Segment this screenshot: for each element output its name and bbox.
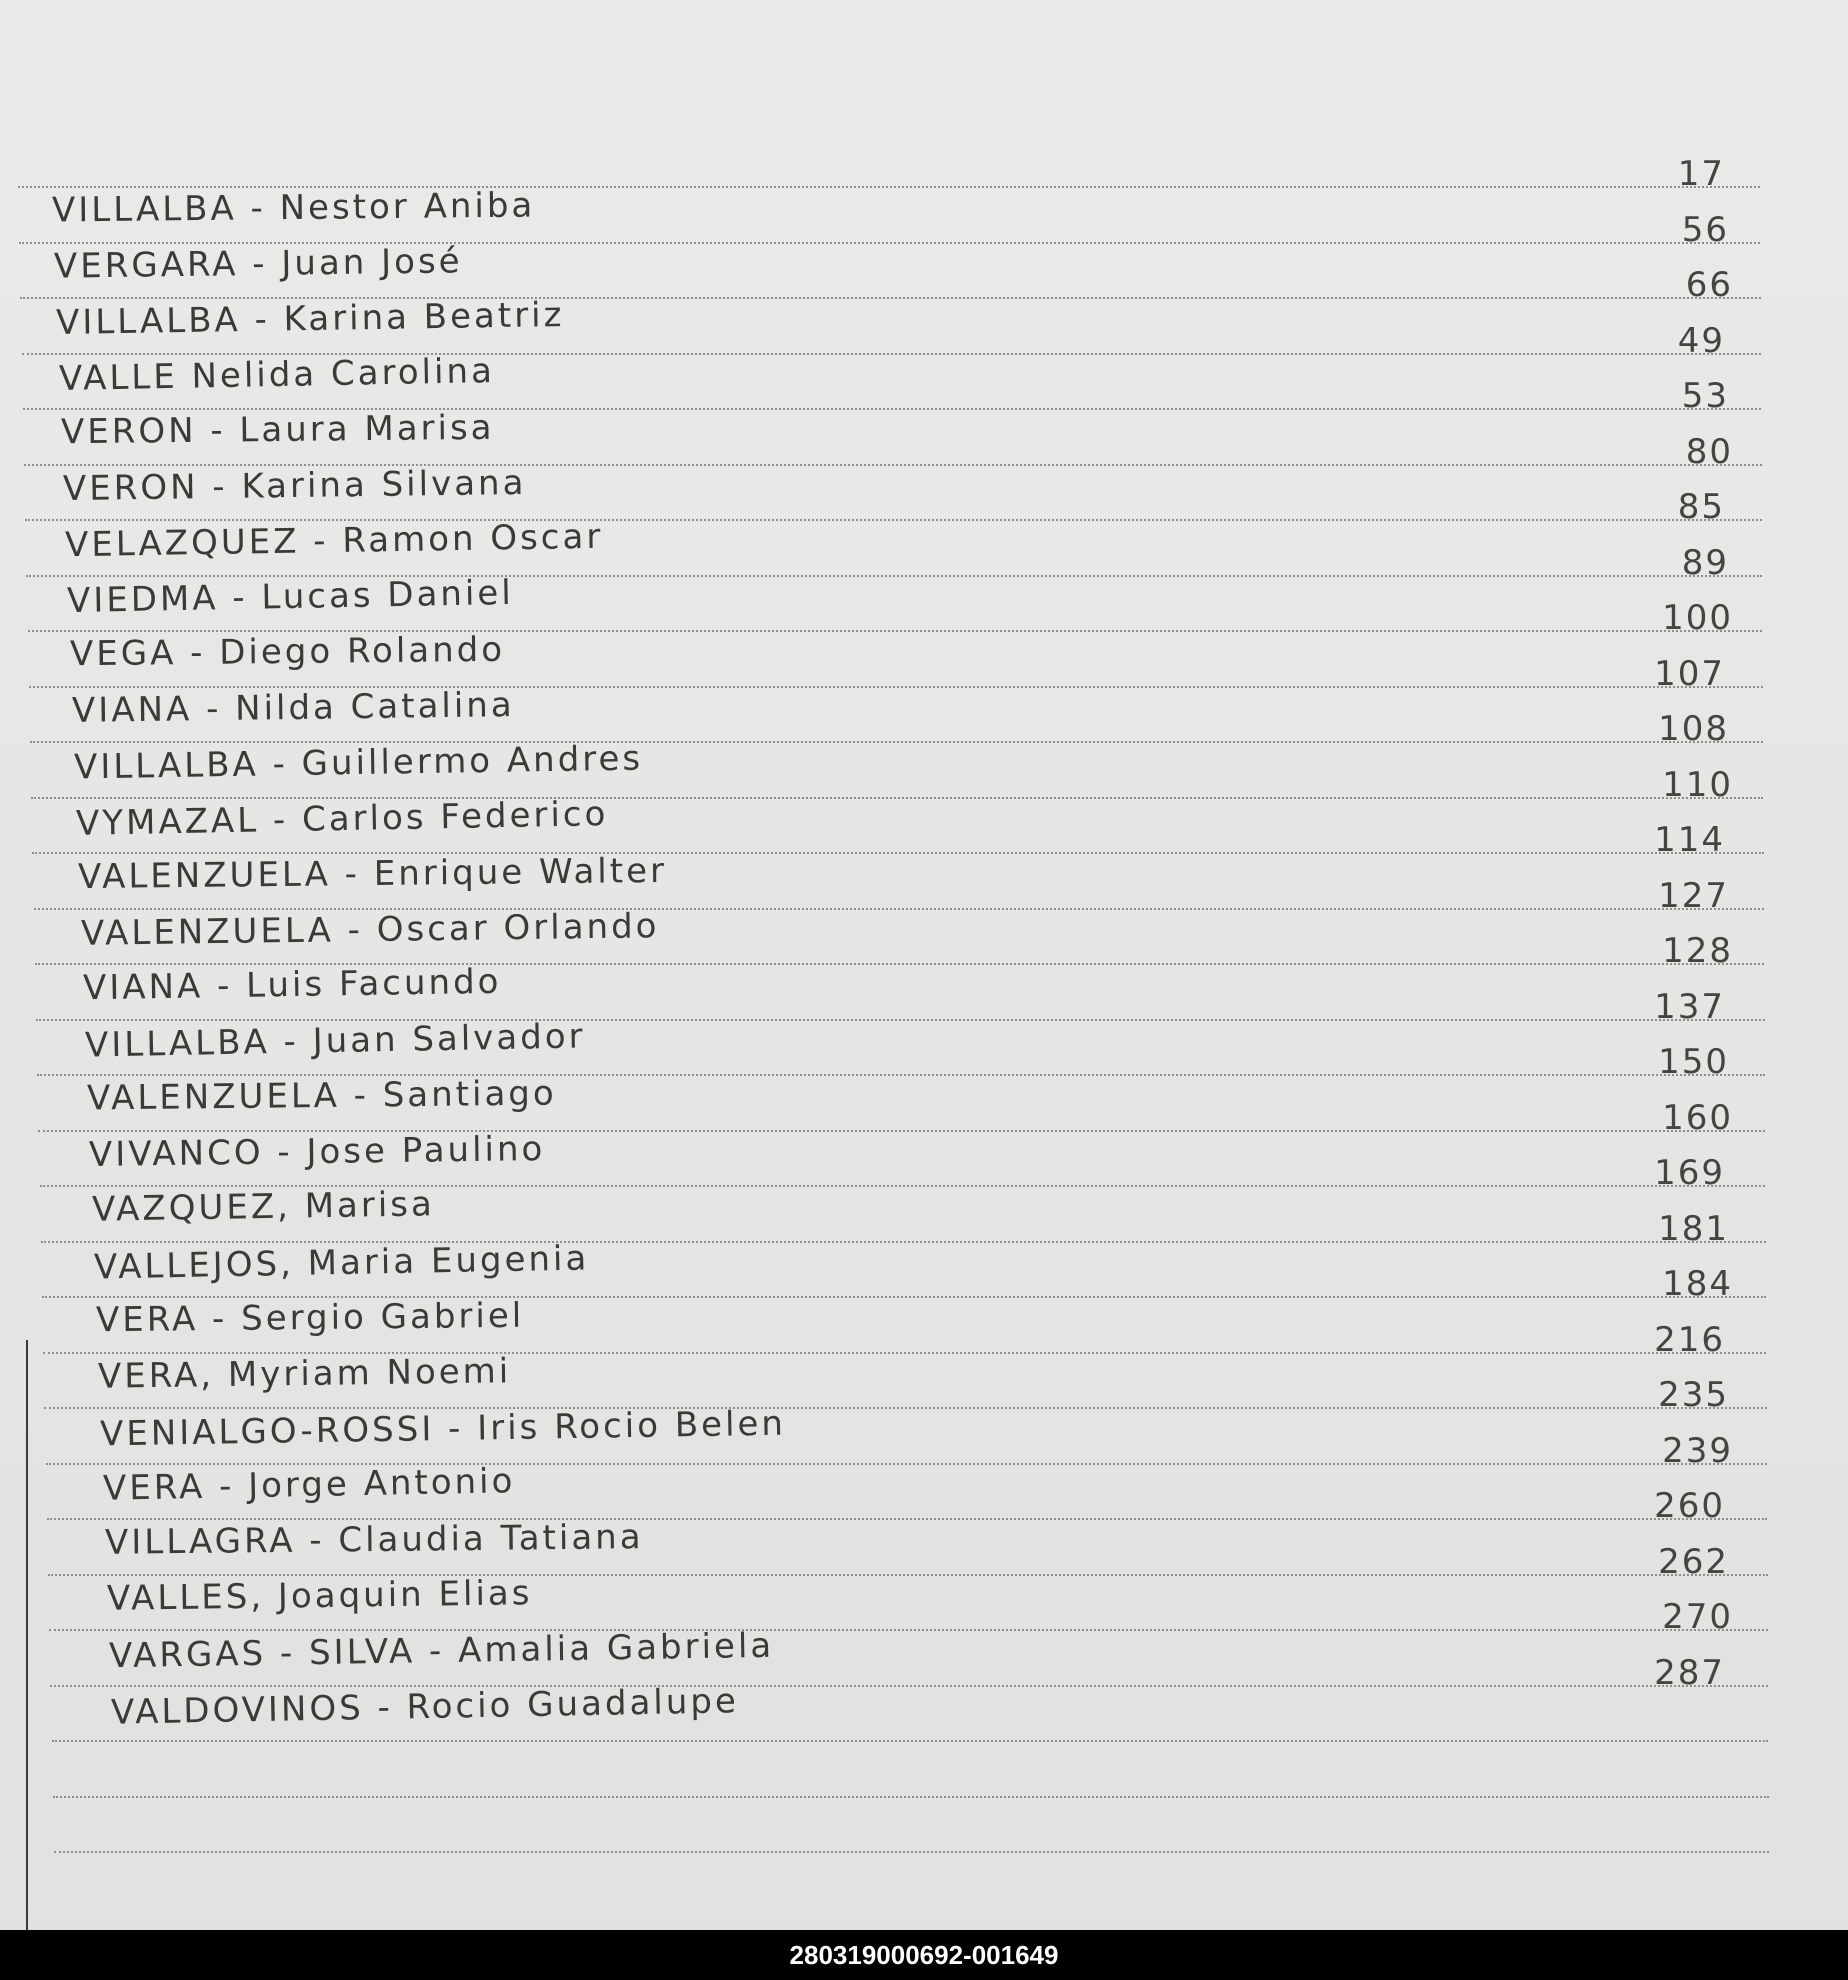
- entry-number: 235: [1658, 1375, 1729, 1415]
- entry-name: VERON - Karina Silvana: [62, 462, 527, 509]
- entry-number: 80: [1685, 431, 1733, 472]
- entry-number: 108: [1658, 709, 1729, 749]
- entry-number: 137: [1654, 986, 1725, 1027]
- entry-name: VALLE Nelida Carolina: [58, 350, 495, 399]
- entry-number: 56: [1681, 209, 1729, 250]
- entry-number: 181: [1658, 1208, 1729, 1249]
- entry-number: 53: [1681, 376, 1729, 416]
- entry-number: 184: [1662, 1264, 1733, 1304]
- entry-name: VYMAZAL - Carlos Federico: [75, 793, 609, 844]
- entry-name: VARGAS - SILVA - Amalia Gabriela: [108, 1625, 775, 1677]
- entry-name: VIANA - Luis Facundo: [82, 961, 502, 1009]
- document-id: 280319000692-001649: [789, 1940, 1059, 1970]
- entry-number: 270: [1662, 1597, 1733, 1637]
- entry-name: VILLALBA - Karina Beatriz: [56, 295, 566, 343]
- entry-number: 85: [1677, 487, 1725, 527]
- entry-number: 169: [1654, 1153, 1725, 1193]
- entry-name: VIVANCO - Jose Paulino: [89, 1128, 546, 1175]
- entry-number: 49: [1677, 320, 1725, 361]
- entry-number: 216: [1654, 1319, 1725, 1360]
- entry-number: 160: [1662, 1097, 1733, 1138]
- entry-number: 287: [1654, 1652, 1725, 1693]
- entry-number: 17: [1677, 154, 1725, 194]
- entry-number: 89: [1681, 542, 1729, 583]
- footer-bar: [0, 1930, 1848, 1980]
- entry-name: VALENZUELA - Oscar Orlando: [80, 905, 660, 954]
- entry-number: 262: [1658, 1541, 1729, 1582]
- entry-name: VALLES, Joaquin Elias: [106, 1572, 533, 1619]
- entry-name: VALENZUELA - Enrique Walter: [78, 850, 668, 898]
- entry-name: VILLALBA - Guillermo Andres: [73, 738, 644, 788]
- ruled-line: [53, 1796, 1769, 1798]
- entry-number: 110: [1662, 764, 1733, 805]
- entry-number: 66: [1685, 265, 1733, 305]
- entry-number: 239: [1662, 1430, 1733, 1471]
- entry-name: VERGARA - Juan José: [53, 240, 464, 287]
- entry-number: 127: [1658, 875, 1729, 916]
- entry-number: 107: [1654, 653, 1725, 694]
- entry-number: 128: [1662, 931, 1733, 971]
- entry-name: VERON - Laura Marisa: [60, 407, 495, 453]
- entry-name: VERA - Jorge Antonio: [102, 1460, 516, 1509]
- entry-number: 100: [1662, 598, 1733, 638]
- entry-name: VILLAGRA - Claudia Tatiana: [104, 1517, 644, 1563]
- entry-name: VERA - Sergio Gabriel: [95, 1295, 525, 1341]
- entry-number: 150: [1658, 1042, 1729, 1082]
- entry-name: VIANA - Nilda Catalina: [71, 684, 515, 731]
- entry-name: VIEDMA - Lucas Daniel: [67, 572, 515, 621]
- list-item: [0, 1652, 1848, 1733]
- entry-name: VAZQUEZ, Marisa: [91, 1184, 435, 1230]
- entry-name: VEGA - Diego Rolando: [69, 629, 505, 675]
- entry-number: 260: [1654, 1486, 1725, 1526]
- entry-name: VENIALGO-ROSSI - Iris Rocio Belen: [100, 1403, 787, 1455]
- entry-name: VILLALBA - Nestor Aniba: [51, 185, 536, 231]
- entry-name: VALDOVINOS - Rocio Guadalupe: [111, 1680, 740, 1733]
- entry-name: VALLEJOS, Maria Eugenia: [93, 1237, 590, 1288]
- entry-number: 114: [1654, 820, 1725, 860]
- entry-name: VERA, Myriam Noemi: [97, 1350, 512, 1397]
- entry-name: VALENZUELA - Santiago: [86, 1073, 558, 1119]
- ruled-line: [54, 1851, 1769, 1853]
- ruled-line: [52, 1740, 1769, 1742]
- entry-name: VILLALBA - Juan Salvador: [84, 1015, 586, 1066]
- entry-name: VELAZQUEZ - Ramon Oscar: [64, 516, 604, 566]
